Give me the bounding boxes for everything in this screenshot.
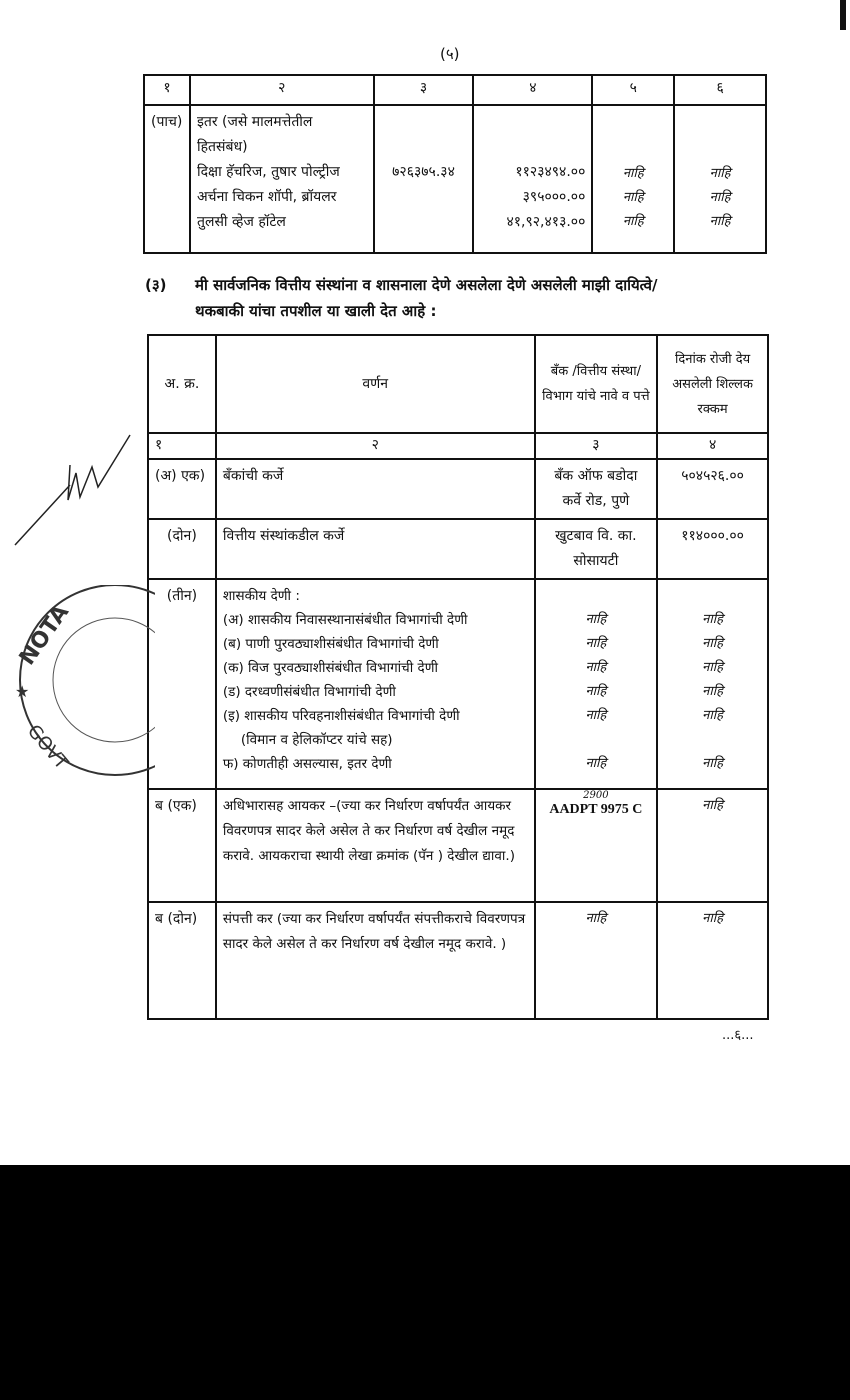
signature <box>10 425 140 555</box>
header-cell: वर्णन <box>216 335 535 433</box>
handwritten-none: नाहि <box>585 708 607 723</box>
handwritten-cell <box>674 105 766 253</box>
handwritten-none: नाहि <box>622 190 644 205</box>
govt-due-item: (अ) शासकीय निवासस्थानासंबंधीत विभागांची देणी <box>222 612 468 628</box>
handwritten-none: नाहि <box>702 756 724 771</box>
continuation-marker: ...६... <box>722 1028 754 1043</box>
serial-cell: (अ) एक) <box>148 459 216 519</box>
header-cell: ६ <box>674 75 766 105</box>
handwritten-none: नाहि <box>585 684 607 699</box>
header-cell: दिनांक रोजी देय असलेली शिल्लक रक्कम <box>657 335 768 433</box>
section-3-paragraph <box>145 272 775 324</box>
serial-cell: ब (एक) <box>148 789 216 902</box>
bank-line: कर्वे रोड, पुणे <box>562 493 630 509</box>
handwritten-cell <box>535 579 658 789</box>
value-cell <box>374 105 474 253</box>
table-row <box>148 519 768 579</box>
handwritten-none: नाहि <box>702 708 724 723</box>
header-cell: ३ <box>374 75 474 105</box>
desc-line: अर्चना चिकन शॉपी, ब्रॉयलर <box>196 189 337 205</box>
handwritten-none: नाहि <box>585 612 607 627</box>
description-cell <box>190 105 374 253</box>
column-number: १ <box>148 433 216 459</box>
bank-line: खुटबाव वि. का. <box>555 528 637 544</box>
section-text: मी सार्वजनिक वित्तीय संस्थांना व शासनाला देणे असलेला देणे असलेली माझी दायित्वे/ <box>195 276 658 294</box>
table-row <box>144 105 766 253</box>
section-text: थकबाकी यांचा तपशील या खाली देत आहे : <box>195 302 437 320</box>
description-cell <box>216 579 535 789</box>
govt-due-item: (इ) शासकीय परिवहनाशीसंबंधीत विभागांची देणी <box>222 708 460 724</box>
header-cell: बँक /वित्तीय संस्था/ विभाग यांचे नावे व पत्ते <box>535 335 658 433</box>
header-cell: ४ <box>473 75 592 105</box>
description-cell: बँकांची कर्जे <box>216 459 535 519</box>
handwritten-none: नाहि <box>702 684 724 699</box>
bank-cell <box>535 459 658 519</box>
handwritten-cell <box>592 105 674 253</box>
table-header-row <box>148 335 768 433</box>
govt-due-item: (ड) दरध्वणीसंबंधीत विभागांची देणी <box>222 684 396 700</box>
page-number: (५) <box>440 45 460 63</box>
handwritten-none: नाहि <box>702 636 724 651</box>
handwritten-none: नाहि <box>585 660 607 675</box>
header-cell: १ <box>144 75 190 105</box>
column-number: ४ <box>657 433 768 459</box>
handwritten-cell <box>657 789 768 902</box>
handwritten-none: नाहि <box>622 166 644 181</box>
notary-stamp <box>5 585 155 785</box>
govt-title: शासकीय देणी : <box>222 588 300 604</box>
table-row-govt-dues <box>148 579 768 789</box>
value-cell <box>473 105 592 253</box>
bank-line: बँक ऑफ बडोदा <box>554 468 638 484</box>
bank-cell <box>535 519 658 579</box>
table-header-row <box>144 75 766 105</box>
header-cell: अ. क्र. <box>148 335 216 433</box>
desc-line: तुलसी व्हेज हॉटेल <box>196 214 286 230</box>
handwritten-cell <box>657 902 768 1019</box>
description-cell: संपत्ती कर (ज्या कर निर्धारण वर्षापर्यंत संपत्तीकराचे विवरणपत्र सादर केले असेल ते कर निर्धारण वर्ष देखील नमूद करावे. ) <box>216 902 535 1019</box>
column-number-row <box>148 433 768 459</box>
value: ७२६३७५.३४ <box>392 164 455 180</box>
handwritten-none: नाहि <box>709 214 731 229</box>
value: ११२३४९४.०० <box>515 164 586 180</box>
handwritten-none: नाहि <box>702 612 724 627</box>
bank-line: सोसायटी <box>573 553 619 569</box>
handwritten-none: नाहि <box>702 911 724 926</box>
table-row-wealth-tax <box>148 902 768 1019</box>
amount-cell: ११४०००.०० <box>657 519 768 579</box>
column-number: ३ <box>535 433 658 459</box>
handwritten-none: नाहि <box>585 636 607 651</box>
govt-due-item: फ) कोणतीही असल्यास, इतर देणी <box>222 756 392 772</box>
description-cell: वित्तीय संस्थांकडील कर्जे <box>216 519 535 579</box>
svg-text:NOTA: NOTA <box>14 600 75 670</box>
handwritten-none: नाहि <box>702 660 724 675</box>
govt-due-item: (विमान व हेलिकॉप्टर यांचे सह) <box>240 732 393 748</box>
table-row-income-tax <box>148 789 768 902</box>
handwritten-none <box>542 728 651 752</box>
handwritten-cell <box>535 902 658 1019</box>
value: ३९५०००.०० <box>522 189 586 205</box>
description-cell: अधिभारासह आयकर –(ज्या कर निर्धारण वर्षापर्यंत आयकर विवरणपत्र सादर केले असेल ते कर निर्धारण वर्ष देखील नमूद करावे. आयकराचा स्थायी लेखा क्रमांक (पॅन ) देखील द्यावा.) <box>216 789 535 902</box>
header-cell: २ <box>190 75 374 105</box>
handwritten-note: 2900 <box>583 790 609 801</box>
value: ४१,९२,४१३.०० <box>506 214 586 230</box>
serial-cell: ब (दोन) <box>148 902 216 1019</box>
handwritten-none: नाहि <box>702 798 724 813</box>
table-row <box>148 459 768 519</box>
serial-cell: (तीन) <box>148 579 216 789</box>
pan-cell <box>535 789 658 902</box>
svg-text:★: ★ <box>15 682 30 701</box>
section-number: (३) <box>145 276 167 294</box>
desc-line: इतर (जसे मालमत्तेतील <box>196 114 313 130</box>
pan-number: AADPT 9975 C <box>549 802 643 817</box>
serial-cell: (पाच) <box>144 105 190 253</box>
serial-cell: (दोन) <box>148 519 216 579</box>
handwritten-none: नाहि <box>622 214 644 229</box>
desc-line: हितसंबंध) <box>196 139 248 155</box>
desc-line: दिक्षा हॅचरिज, तुषार पोल्ट्रीज <box>196 164 340 180</box>
handwritten-none: नाहि <box>709 190 731 205</box>
assets-table <box>143 74 767 254</box>
handwritten-cell <box>657 579 768 789</box>
handwritten-none: नाहि <box>709 166 731 181</box>
govt-due-item: (क) विज पुरवठ्याशीसंबंधीत विभागांची देणी <box>222 660 438 676</box>
scan-edge-mark <box>840 0 846 30</box>
header-cell: ५ <box>592 75 674 105</box>
handwritten-none: नाहि <box>585 911 607 926</box>
svg-text:GOVT: GOVT <box>22 720 72 774</box>
handwritten-none <box>664 728 761 752</box>
liabilities-table <box>147 334 769 1020</box>
govt-due-item: (ब) पाणी पुरवठ्याशीसंबंधीत विभागांची देणी <box>222 636 439 652</box>
amount-cell: ५०४५२६.०० <box>657 459 768 519</box>
handwritten-none: नाहि <box>585 756 607 771</box>
column-number: २ <box>216 433 535 459</box>
